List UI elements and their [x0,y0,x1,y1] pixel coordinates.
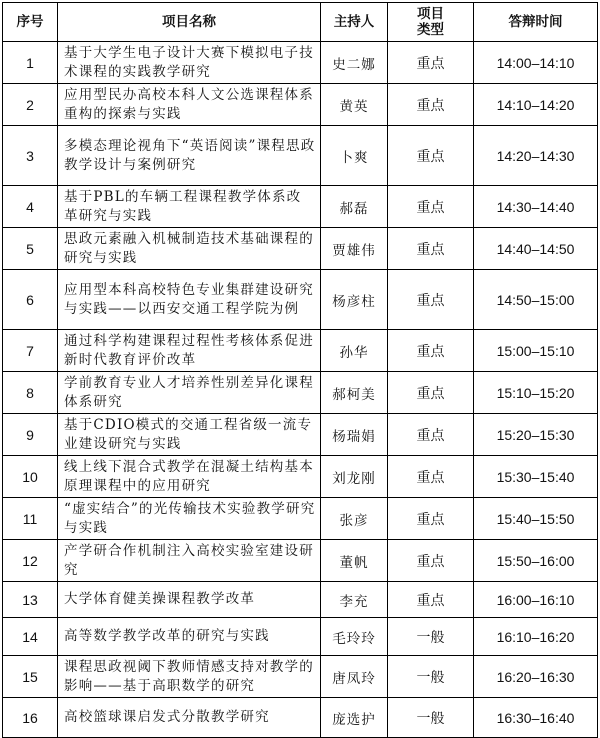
table-row [3,228,598,270]
project-type: 重点 [388,126,474,186]
defense-time: 16:00–16:10 [474,582,598,618]
row-number: 7 [3,330,58,372]
table-row [3,456,598,498]
project-host: 孙华 [321,330,388,372]
project-type: 重点 [388,582,474,618]
row-number: 13 [3,582,58,618]
header-row [3,3,598,42]
defense-time: 14:00–14:10 [474,42,598,84]
project-title: 线上线下混合式教学在混凝土结构基本原理课程中的应用研究 [58,456,321,498]
table-row [3,498,598,540]
row-number: 6 [3,270,58,330]
project-title: 高校篮球课启发式分散教学研究 [58,698,321,738]
project-host: 张彦 [321,498,388,540]
header-type-line2: 类型 [417,22,444,38]
defense-time: 14:20–14:30 [474,126,598,186]
project-host: 毛玲玲 [321,618,388,656]
table-row [3,186,598,228]
row-number: 9 [3,414,58,456]
defense-time: 16:10–16:20 [474,618,598,656]
defense-time: 15:00–15:10 [474,330,598,372]
project-host: 卜爽 [321,126,388,186]
project-type: 重点 [388,372,474,414]
defense-time: 16:20–16:30 [474,656,598,698]
defense-time: 15:20–15:30 [474,414,598,456]
table-row [3,540,598,582]
defense-time: 15:10–15:20 [474,372,598,414]
project-type: 重点 [388,414,474,456]
table-row [3,330,598,372]
row-number: 8 [3,372,58,414]
project-title: 产学研合作机制注入高校实验室建设研究 [58,540,321,582]
project-type: 重点 [388,456,474,498]
schedule-table [2,2,598,738]
defense-time: 14:50–15:00 [474,270,598,330]
project-type: 重点 [388,540,474,582]
defense-time: 16:30–16:40 [474,698,598,738]
table-row [3,42,598,84]
project-title: 学前教育专业人才培养性别差异化课程体系研究 [58,372,321,414]
row-number: 1 [3,42,58,84]
project-title: 基于CDIO模式的交通工程省级一流专业建设研究与实践 [58,414,321,456]
row-number: 3 [3,126,58,186]
project-host: 董帆 [321,540,388,582]
project-host: 李充 [321,582,388,618]
project-host: 黄英 [321,84,388,126]
project-type: 一般 [388,618,474,656]
header-title: 项目名称 [58,3,321,42]
project-host: 杨彦柱 [321,270,388,330]
table-row [3,414,598,456]
project-host: 贾雄伟 [321,228,388,270]
defense-time: 14:30–14:40 [474,186,598,228]
table-row [3,582,598,618]
project-type: 重点 [388,498,474,540]
row-number: 14 [3,618,58,656]
project-host: 史二娜 [321,42,388,84]
project-title: 高等数学教学改革的研究与实践 [58,618,321,656]
project-host: 唐凤玲 [321,656,388,698]
header-time: 答辩时间 [474,3,598,42]
table-row [3,84,598,126]
row-number: 2 [3,84,58,126]
row-number: 16 [3,698,58,738]
row-number: 11 [3,498,58,540]
header-host: 主持人 [321,3,388,42]
row-number: 12 [3,540,58,582]
row-number: 10 [3,456,58,498]
project-title: 大学体育健美操课程教学改革 [58,582,321,618]
defense-time: 15:50–16:00 [474,540,598,582]
project-title: 通过科学构建课程过程性考核体系促进新时代教育评价改革 [58,330,321,372]
defense-time: 15:40–15:50 [474,498,598,540]
table-row [3,372,598,414]
project-title: 基于大学生电子设计大赛下模拟电子技术课程的实践教学研究 [58,42,321,84]
defense-time: 14:40–14:50 [474,228,598,270]
project-type: 重点 [388,330,474,372]
project-host: 郝磊 [321,186,388,228]
project-type: 重点 [388,42,474,84]
row-number: 15 [3,656,58,698]
project-type: 重点 [388,84,474,126]
table-row [3,618,598,656]
defense-time: 15:30–15:40 [474,456,598,498]
project-host: 刘龙刚 [321,456,388,498]
project-type: 重点 [388,228,474,270]
project-title: 课程思政视阈下教师情感支持对教学的影响——基于高职数学的研究 [58,656,321,698]
project-type: 重点 [388,186,474,228]
header-type [388,3,474,42]
header-no: 序号 [3,3,58,42]
project-host: 郝柯美 [321,372,388,414]
project-title: 多模态理论视角下“英语阅读”课程思政教学设计与案例研究 [58,126,321,186]
table-row [3,698,598,738]
project-title: 基于PBL的车辆工程课程教学体系改革研究与实践 [58,186,321,228]
table-row [3,126,598,186]
project-host: 庞选护 [321,698,388,738]
table-row [3,270,598,330]
table-row [3,656,598,698]
project-title: 应用型民办高校本科人文公选课程体系重构的探索与实践 [58,84,321,126]
row-number: 5 [3,228,58,270]
project-host: 杨瑞娟 [321,414,388,456]
project-type: 一般 [388,698,474,738]
row-number: 4 [3,186,58,228]
defense-time: 14:10–14:20 [474,84,598,126]
project-title: 应用型本科高校特色专业集群建设研究与实践——以西安交通工程学院为例 [58,270,321,330]
project-type: 一般 [388,656,474,698]
project-title: 思政元素融入机械制造技术基础课程的研究与实践 [58,228,321,270]
project-type: 重点 [388,270,474,330]
project-title: “虚实结合”的光传输技术实验教学研究与实践 [58,498,321,540]
header-type-line1: 项目 [417,6,444,22]
